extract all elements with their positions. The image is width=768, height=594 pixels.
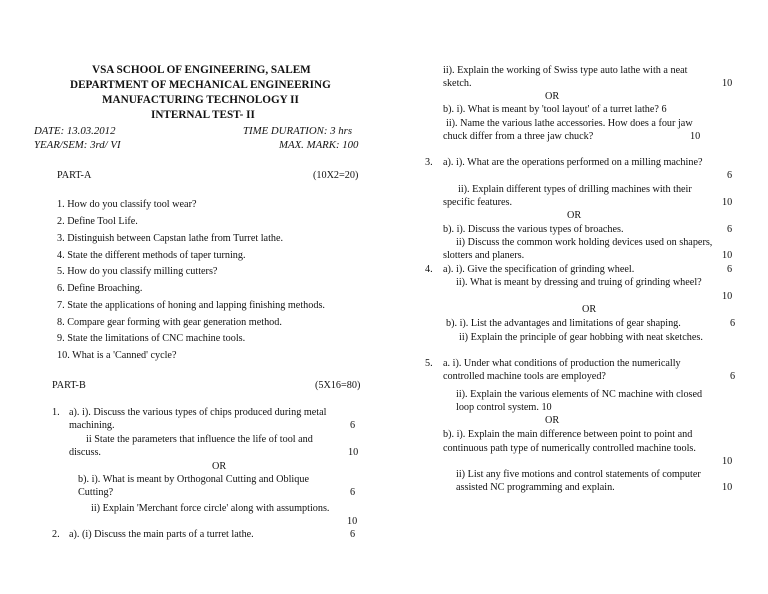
question-text: a. i). Under what conditions of production the numerically xyxy=(443,358,681,369)
question-text: b). i). Discuss the various types of broaches. xyxy=(443,224,624,235)
question-mark: 6 xyxy=(350,420,356,431)
question-text: sketch. xyxy=(443,78,472,89)
part-a-question: 7. State the applications of honing and lapping finishing methods. xyxy=(57,300,325,311)
question-number: 5. xyxy=(425,358,433,369)
question-text: Cutting? xyxy=(78,487,114,498)
part-b-marks: (5X16=80) xyxy=(315,380,361,391)
question-text: b). i). What is meant by Orthogonal Cutting and Oblique xyxy=(78,474,309,485)
question-text: ii) List any five motions and control statements of computer xyxy=(456,469,701,480)
question-text: controlled machine tools are employed? xyxy=(443,371,606,382)
question-mark: 10 xyxy=(722,78,733,89)
question-mark: 6 xyxy=(350,529,356,540)
question-mark: 6 xyxy=(730,318,736,329)
question-text: ii). Name the various lathe accessories. How does a four jaw xyxy=(446,118,693,129)
part-a-question: 4. State the different methods of taper turning. xyxy=(57,250,246,261)
time-duration: TIME DURATION: 3 hrs xyxy=(243,125,353,137)
question-text: loop control system. 10 xyxy=(456,402,552,413)
question-text: b). i). List the advantages and limitations of gear shaping. xyxy=(446,318,681,329)
part-a-question: 8. Compare gear forming with gear generation method. xyxy=(57,317,282,328)
test-name: INTERNAL TEST- II xyxy=(151,109,255,121)
year-semester: YEAR/SEM: 3rd/ VI xyxy=(34,139,121,151)
question-mark: 10 xyxy=(690,131,701,142)
or-separator: OR xyxy=(582,304,597,315)
part-a-question: 3. Distinguish between Capstan lathe from Turret lathe. xyxy=(57,233,284,244)
question-text: b). i). What is meant by 'tool layout' of a turret lathe? 6 xyxy=(443,104,667,115)
part-a-question: 9. State the limitations of CNC machine tools. xyxy=(57,333,246,344)
question-number: 4. xyxy=(425,264,433,275)
department-name: DEPARTMENT OF MECHANICAL ENGINEERING xyxy=(70,79,331,91)
exam-date: DATE: 13.03.2012 xyxy=(34,125,116,137)
question-mark: 6 xyxy=(727,170,733,181)
question-mark: 10 xyxy=(722,197,733,208)
or-separator: OR xyxy=(545,415,560,426)
question-text: continuous path type of numerically controlled machine tools. xyxy=(443,443,696,454)
question-text: ii). What is meant by dressing and truing of grinding wheel? xyxy=(456,277,702,288)
subject-name: MANUFACTURING TECHNOLOGY II xyxy=(102,94,299,106)
question-number: 2. xyxy=(52,529,60,540)
question-text: ii). Explain the working of Swiss type auto lathe with a neat xyxy=(443,65,688,76)
question-mark: 10 xyxy=(722,250,733,261)
or-separator: OR xyxy=(212,461,227,472)
question-text: ii) Explain 'Merchant force circle' along with assumptions. xyxy=(91,503,330,514)
or-separator: OR xyxy=(545,91,560,102)
question-text: discuss. xyxy=(69,447,101,458)
part-a-question: 10. What is a 'Canned' cycle? xyxy=(57,350,177,361)
question-text: ii). Explain different types of drilling machines with their xyxy=(458,184,692,195)
question-text: ii). Explain the various elements of NC machine with closed xyxy=(456,389,703,400)
question-text: ii State the parameters that influence the life of tool and xyxy=(86,434,313,445)
question-mark: 10 xyxy=(722,482,733,493)
question-text: ii) Explain the principle of gear hobbing with neat sketches. xyxy=(459,332,703,343)
question-text: assisted NC programming and explain. xyxy=(456,482,615,493)
question-mark: 10 xyxy=(722,291,733,302)
question-text: a). i). What are the operations performed on a milling machine? xyxy=(443,157,703,168)
part-a-title: PART-A xyxy=(57,170,92,181)
question-text: a). (i) Discuss the main parts of a turret lathe. xyxy=(69,529,254,540)
part-a-question: 1. How do you classify tool wear? xyxy=(57,199,197,210)
question-number: 3. xyxy=(425,157,433,168)
question-mark: 10 xyxy=(348,447,359,458)
school-name: VSA SCHOOL OF ENGINEERING, SALEM xyxy=(92,64,311,76)
question-text: machining. xyxy=(69,420,115,431)
question-text: slotters and planers. xyxy=(443,250,525,261)
question-text: ii) Discuss the common work holding devices used on shapers, xyxy=(456,237,713,248)
part-a-marks: (10X2=20) xyxy=(313,170,359,181)
question-text: b). i). Explain the main difference between point to point and xyxy=(443,429,693,440)
max-mark: MAX. MARK: 100 xyxy=(279,139,359,151)
question-text: a). i). Discuss the various types of chips produced during metal xyxy=(69,407,327,418)
or-separator: OR xyxy=(567,210,582,221)
part-a-question: 5. How do you classify milling cutters? xyxy=(57,266,218,277)
part-b-title: PART-B xyxy=(52,380,86,391)
question-text: a). i). Give the specification of grinding wheel. xyxy=(443,264,635,275)
question-text: chuck differ from a three jaw chuck? xyxy=(443,131,594,142)
part-a-question: 2. Define Tool Life. xyxy=(57,216,138,227)
question-mark: 6 xyxy=(727,224,733,235)
question-mark: 6 xyxy=(730,371,736,382)
question-number: 1. xyxy=(52,407,60,418)
question-mark: 6 xyxy=(727,264,733,275)
question-mark: 6 xyxy=(350,487,356,498)
question-mark: 10 xyxy=(722,456,733,467)
question-mark: 10 xyxy=(347,516,358,527)
question-text: specific features. xyxy=(443,197,513,208)
part-a-question: 6. Define Broaching. xyxy=(57,283,143,294)
